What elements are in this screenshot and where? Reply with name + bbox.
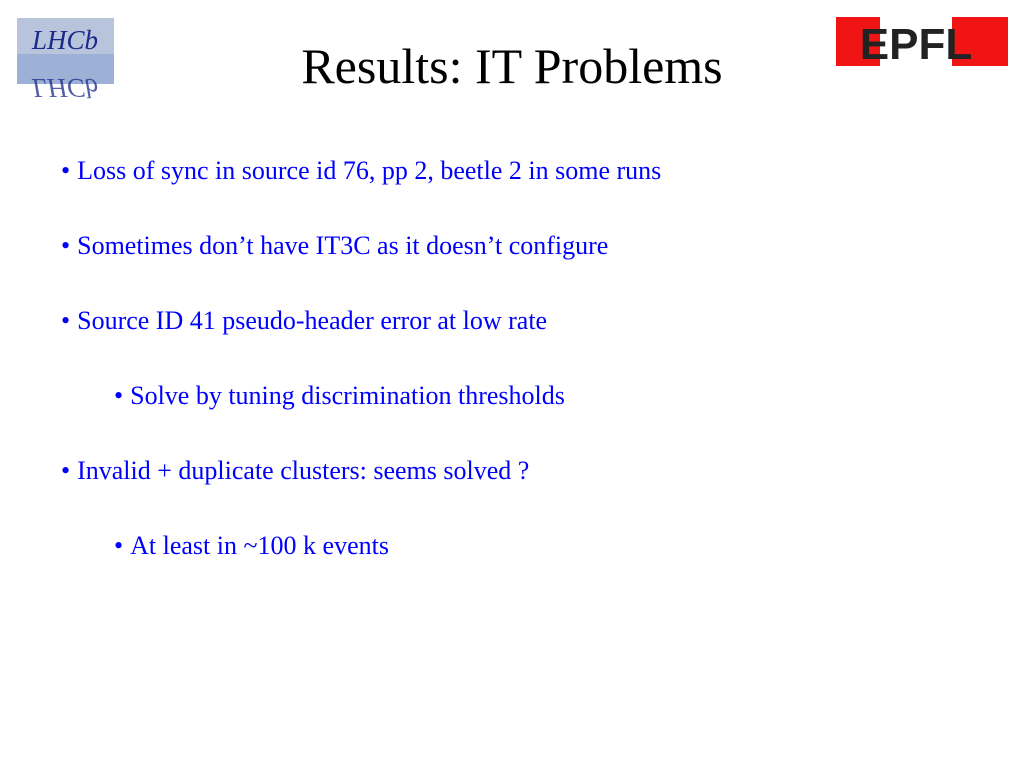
bullet-dot: • [114, 531, 124, 560]
bullet-text: Invalid + duplicate clusters: seems solved ? [77, 456, 530, 485]
bullet-text: Loss of sync in source id 76, pp 2, beetle 2 in some runs [77, 156, 662, 185]
bullet-dot: • [61, 231, 71, 260]
bullet-item [61, 306, 547, 336]
svg-text:LHCb: LHCb [31, 25, 99, 55]
svg-text:EPFL: EPFL [859, 20, 973, 69]
bullet-dot: • [61, 456, 71, 485]
slide-title: Results: IT Problems [301, 38, 723, 94]
bullet-text: Solve by tuning discrimination thresholds [130, 381, 565, 410]
bullet-text: Sometimes don’t have IT3C as it doesn’t configure [77, 231, 609, 260]
bullet-dot: • [61, 156, 71, 185]
svg-text:LHCb: LHCb [31, 73, 99, 103]
bullet-item [61, 156, 661, 186]
bullet-text: Source ID 41 pseudo-header error at low rate [77, 306, 548, 335]
bullet-text: At least in ~100 k events [130, 531, 389, 560]
bullet-item [61, 231, 608, 261]
bullet-dot: • [114, 381, 124, 410]
sub-bullet-item [114, 381, 565, 411]
sub-bullet-item [114, 531, 389, 561]
bullet-dot: • [61, 306, 71, 335]
bullet-item [61, 456, 529, 486]
